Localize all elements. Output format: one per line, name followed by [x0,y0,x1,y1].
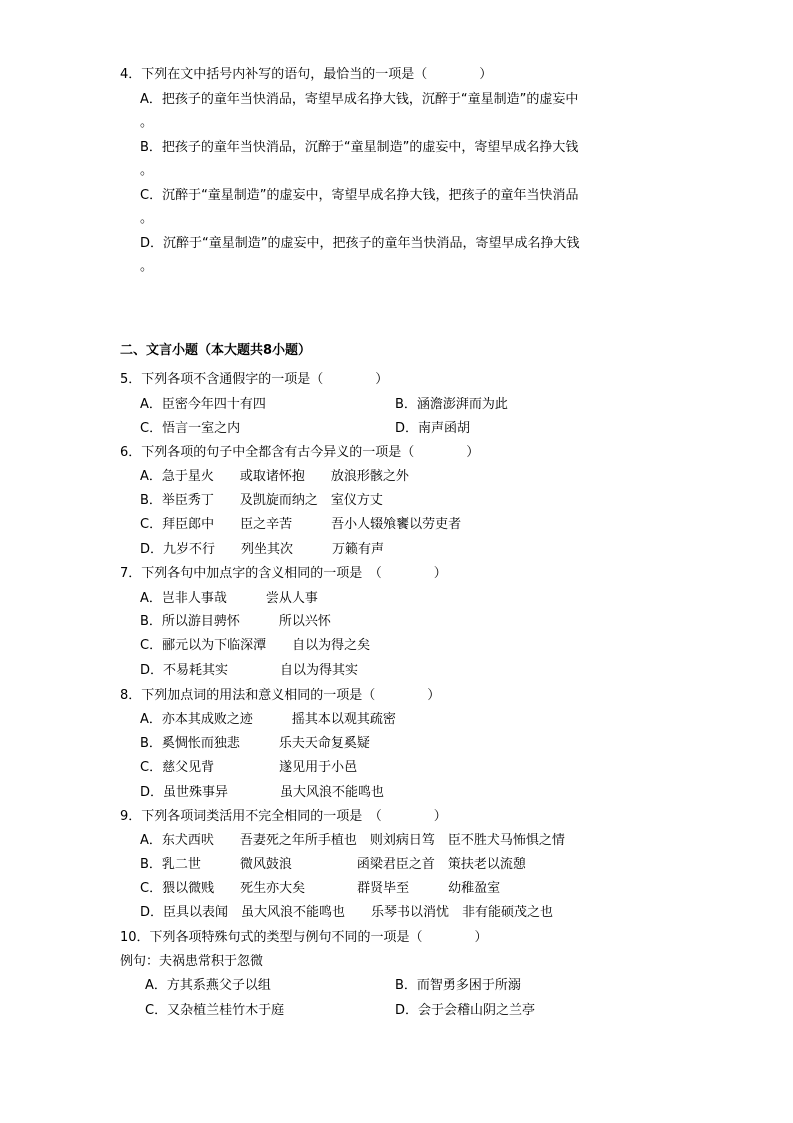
q5-option-c: C．悟言一室之内 [140,421,241,436]
q10-stem: 10．下列各项特殊句式的类型与例句不同的一项是（ ） [120,930,488,945]
q6-option-b: B．举臣秀丁 及凯旋而纳之 室仪方丈 [140,493,383,508]
q4-option-a: A．把孩子的童年当快消品，寄望早成名挣大钱，沉醉于“童星制造”的虚妄中 [140,92,579,107]
q9-option-b: B．乳二世 微风鼓浪 函梁君臣之首 策扶老以流憩 [140,857,526,872]
q6-stem: 6．下列各项的句子中全都含有古今异义的一项是（ ） [120,445,480,460]
q8-option-b: B．奚惆怅而独悲 乐夫天命复奚疑 [140,736,370,751]
q10-option-d: D．会于会稽山阴之兰亭 [395,1003,536,1018]
q4-option-c-end: 。 [140,211,154,226]
q8-option-d: D．虽世殊事异 虽大风浪不能鸣也 [140,785,385,800]
q10-example: 例句：夫祸患常积于忽微 [120,954,264,969]
q7-option-d: D．不易耗其实 自以为得其实 [140,663,359,678]
q4-stem: 4．下列在文中括号内补写的语句，最恰当的一项是（ ） [120,67,493,82]
q7-option-c: C．郦元以为下临深潭 自以为得之矣 [140,638,371,653]
q4-option-d: D．沉醉于“童星制造”的虚妄中，把孩子的童年当快消品，寄望早成名挣大钱 [140,236,580,251]
q5-option-a: A．臣密今年四十有四 [140,397,266,412]
q8-option-c: C．慈父见背 遂见用于小邑 [140,760,358,775]
q6-option-c: C．拜臣郎中 臣之辛苦 吾小人辍飧饔以劳吏者 [140,517,462,532]
q9-option-a: A．东犬西吠 吾妻死之年所手植也 则刘病日笃 臣不胜犬马怖惧之情 [140,833,565,848]
q4-option-b: B．把孩子的童年当快消品，沉醉于“童星制造”的虚妄中，寄望早成名挣大钱 [140,140,579,155]
q9-option-d: D．臣具以表闻 虽大风浪不能鸣也 乐琴书以消忧 非有能硕茂之也 [140,905,554,920]
q6-option-d: D．九岁不行 列坐其次 万籁有声 [140,542,385,557]
q4-option-b-end: 。 [140,163,154,178]
q6-option-a: A．急于星火 或取诸怀抱 放浪形骸之外 [140,469,409,484]
q8-option-a: A．亦本其成败之迹 摇其本以观其疏密 [140,712,396,727]
q7-stem: 7．下列各句中加点字的含义相同的一项是 （ ） [120,566,447,581]
q10-option-a: A．方其系燕父子以组 [145,978,271,993]
q4-option-d-end: 。 [140,259,154,274]
q9-option-c: C．猥以微贱 死生亦大矣 群贤毕至 幼稚盈室 [140,881,501,896]
q5-option-b: B．涵澹澎湃而为此 [395,397,508,412]
q4-option-c: C．沉醉于“童星制造”的虚妄中，寄望早成名挣大钱，把孩子的童年当快消品 [140,188,579,203]
q10-option-b: B．而智勇多困于所溺 [395,978,521,993]
q10-option-c: C．又杂植兰桂竹木于庭 [145,1003,285,1018]
q5-option-d: D．南声函胡 [395,421,471,436]
q4-option-a-end: 。 [140,115,154,130]
q8-stem: 8．下列加点词的用法和意义相同的一项是（ ） [120,688,441,703]
q7-option-a: A．岂非人事哉 尝从人事 [140,591,318,606]
q9-stem: 9．下列各项词类活用不完全相同的一项是 （ ） [120,809,447,824]
q7-option-b: B．所以游目骋怀 所以兴怀 [140,614,331,629]
section-heading: 二、文言小题（本大题共8小题） [120,343,312,358]
q5-stem: 5．下列各项不含通假字的一项是（ ） [120,372,389,387]
